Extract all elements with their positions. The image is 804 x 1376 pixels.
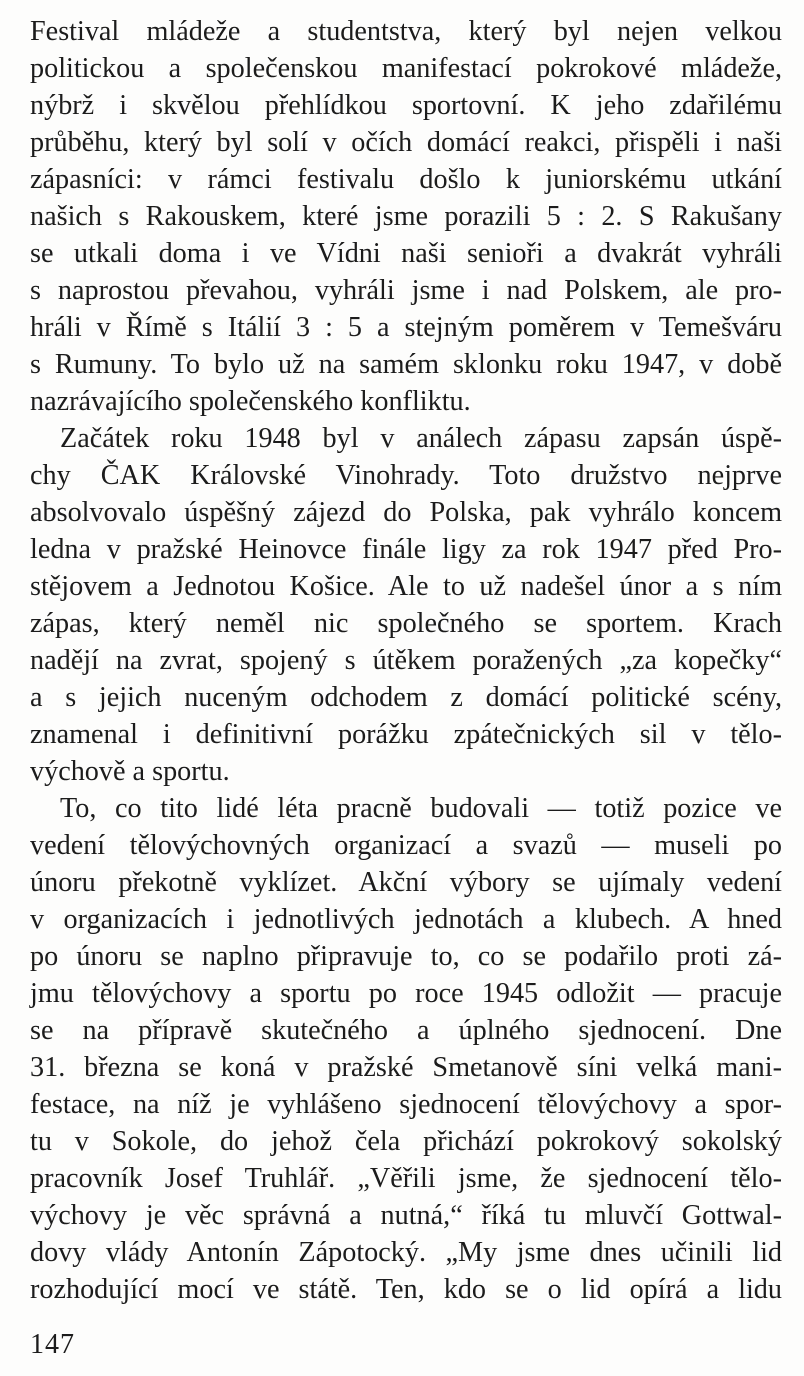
- text-line: rozhodující mocí ve státě. Ten, kdo se o lid opírá a lidu: [30, 1274, 782, 1305]
- text-line: chy ČAK Královské Vinohrady. Toto družstvo nejprve: [30, 460, 782, 491]
- text-line: a s jejich nuceným odchodem z domácí politické scény,: [30, 682, 782, 713]
- text-line: nazrávajícího společenského konfliktu.: [30, 386, 471, 417]
- text-line: stějovem a Jednotou Košice. Ale to už nadešel únor a s ním: [30, 571, 782, 602]
- text-line: s Rumuny. To bylo už na samém sklonku roku 1947, v době: [30, 349, 782, 380]
- text-line: znamenal i definitivní porážku zpátečnických sil v tělo-: [30, 719, 782, 750]
- text-line: nadějí na zvrat, spojený s útěkem poražených „za kopečky“: [30, 645, 782, 676]
- text-line: jmu tělovýchovy a sportu po roce 1945 odložit — pracuje: [30, 978, 782, 1009]
- text-line: vedení tělovýchovných organizací a svazů — museli po: [30, 830, 782, 861]
- text-line: pracovník Josef Truhlář. „Věřili jsme, že sjednocení tělo-: [30, 1163, 782, 1194]
- text-line: výchově a sportu.: [30, 756, 230, 787]
- text-line: výchovy je věc správná a nutná,“ říká tu mluvčí Gottwal-: [30, 1200, 782, 1231]
- text-line: Festival mládeže a studentstva, který byl nejen velkou: [30, 16, 782, 47]
- text-line: politickou a společenskou manifestací pokrokové mládeže,: [30, 53, 782, 84]
- page-number: 147: [30, 1329, 75, 1360]
- text-line: se na přípravě skutečného a úplného sjednocení. Dne: [30, 1015, 782, 1046]
- text-line: ledna v pražské Heinovce finále ligy za rok 1947 před Pro-: [30, 534, 782, 565]
- text-line: v organizacích i jednotlivých jednotách a klubech. A hned: [30, 904, 782, 935]
- text-line: únoru překotně vyklízet. Akční výbory se ujímaly vedení: [30, 867, 782, 898]
- text-line: po únoru se naplno připravuje to, co se podařilo proti zá-: [30, 941, 782, 972]
- text-line: dovy vlády Antonín Zápotocký. „My jsme dnes učinili lid: [30, 1237, 782, 1268]
- text-line: hráli v Římě s Itálií 3 : 5 a stejným poměrem v Temešváru: [30, 312, 782, 343]
- text-line: s naprostou převahou, vyhráli jsme i nad Polskem, ale pro-: [30, 275, 782, 306]
- text-line: absolvovalo úspěšný zájezd do Polska, pak vyhrálo koncem: [30, 497, 782, 528]
- text-line: tu v Sokole, do jehož čela přichází pokrokový sokolský: [30, 1126, 782, 1157]
- text-line: Začátek roku 1948 byl v análech zápasu zapsán úspě-: [60, 423, 782, 454]
- text-line: nýbrž i skvělou přehlídkou sportovní. K jeho zdařilému: [30, 90, 782, 121]
- text-line: festace, na níž je vyhlášeno sjednocení tělovýchovy a spor-: [30, 1089, 782, 1120]
- text-line: 31. března se koná v pražské Smetanově síni velká mani-: [30, 1052, 782, 1083]
- text-line: To, co tito lidé léta pracně budovali — totiž pozice ve: [60, 793, 782, 824]
- text-line: zápasníci: v rámci festivalu došlo k juniorskému utkání: [30, 164, 782, 195]
- text-line: našich s Rakouskem, které jsme porazili 5 : 2. S Rakušany: [30, 201, 782, 232]
- text-line: průběhu, který byl solí v očích domácí reakci, přispěli i naši: [30, 127, 782, 158]
- text-line: zápas, který neměl nic společného se sportem. Krach: [30, 608, 782, 639]
- text-line: se utkali doma i ve Vídni naši senioři a dvakrát vyhráli: [30, 238, 782, 269]
